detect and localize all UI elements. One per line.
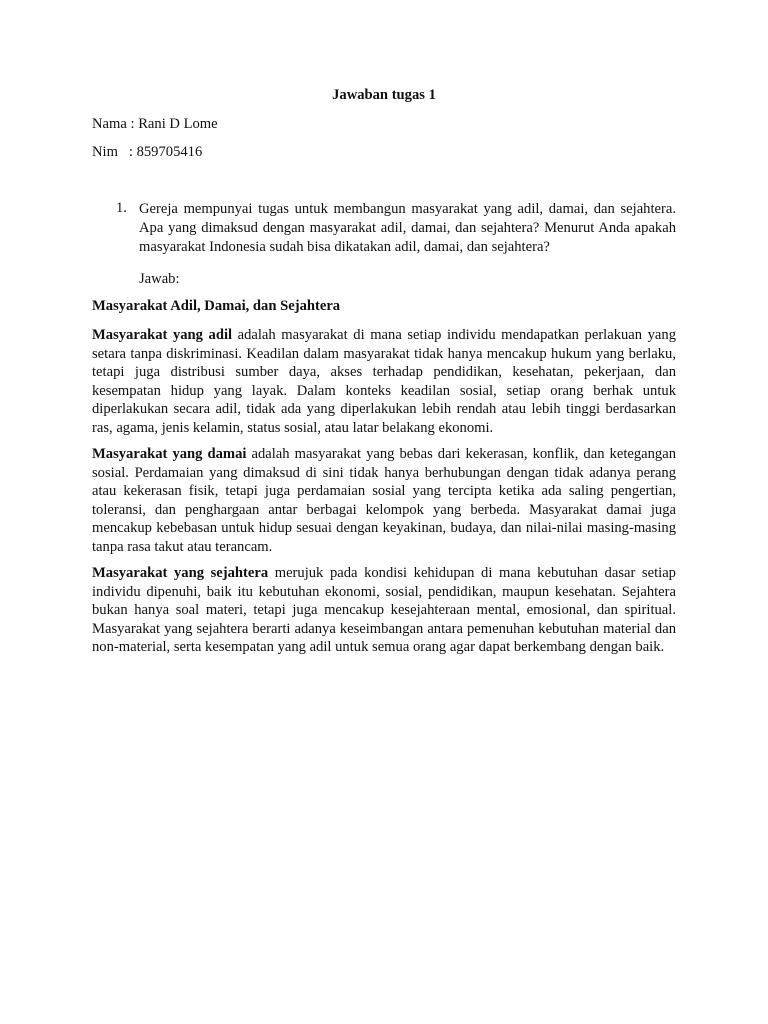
answer-label: Jawab: — [139, 271, 180, 287]
student-nim: Nim : 859705416 — [92, 144, 203, 160]
paragraph-body: adalah masyarakat yang bebas dari kekerasan, konflik, dan ketegangan sosial. Perdamaian yang dimaksud di sini tidak hanya berhubungan dengan tidak adanya perang atau kekerasan fisik, tetapi juga perdamaian sosial yang tercipta ketika ada saling pengertian, toleransi, dan penghargaan antar berbagai kelompok yang berbeda. Masyarakat damai juga mencakup kebebasan untuk hidup sesuai dengan keyakinan, budaya, dan nilai-nilai masing-masing tanpa rasa takut atau terancam. — [92, 446, 676, 555]
paragraph-lead-term: Masyarakat yang sejahtera — [92, 565, 269, 581]
question-text: Gereja mempunyai tugas untuk membangun masyarakat yang adil, damai, dan sejahtera. Apa yang dimaksud dengan masyarakat adil, damai, dan sejahtera? Menurut Anda apakah masyarakat Indonesia sudah bisa dikatakan adil, damai, dan sejahtera? — [139, 201, 676, 255]
paragraph-damai — [92, 445, 676, 557]
paragraph-adil — [92, 326, 676, 438]
student-name: Nama : Rani D Lome — [92, 116, 218, 132]
paragraph-body: merujuk pada kondisi kehidupan di mana kebutuhan dasar setiap individu dipenuhi, baik itu kebutuhan ekonomi, sosial, pendidikan, maupun kesehatan. Sejahtera bukan hanya soal materi, tetapi juga mencakup kesejahteraan mental, emosional, dan spiritual. Masyarakat yang sejahtera berarti adanya keseimbangan antara pemenuhan kebutuhan material dan non-material, serta kesempatan yang adil untuk semua orang agar dapat berkembang dengan baik. — [92, 565, 676, 656]
section-heading: Masyarakat Adil, Damai, dan Sejahtera — [92, 298, 341, 314]
paragraph-sejahtera — [92, 564, 676, 657]
document-title: Jawaban tugas 1 — [332, 87, 436, 103]
paragraph-lead-term: Masyarakat yang damai — [92, 446, 247, 462]
paragraph-body: adalah masyarakat di mana setiap individu mendapatkan perlakuan yang setara tanpa diskriminasi. Keadilan dalam masyarakat tidak hanya mencakup hukum yang berlaku, tetapi juga distribusi sumber daya, akses terhadap pendidikan, kesehatan, pekerjaan, dan kesempatan hidup yang layak. Dalam konteks keadilan sosial, setiap orang berhak untuk diperlakukan secara adil, tidak ada yang diperlakukan lebih rendah atau lebih tinggi berdasarkan ras, agama, jenis kelamin, status sosial, atau latar belakang ekonomi. — [92, 327, 677, 436]
question-number: 1. — [116, 200, 127, 216]
paragraph-lead-term: Masyarakat yang adil — [92, 327, 233, 343]
